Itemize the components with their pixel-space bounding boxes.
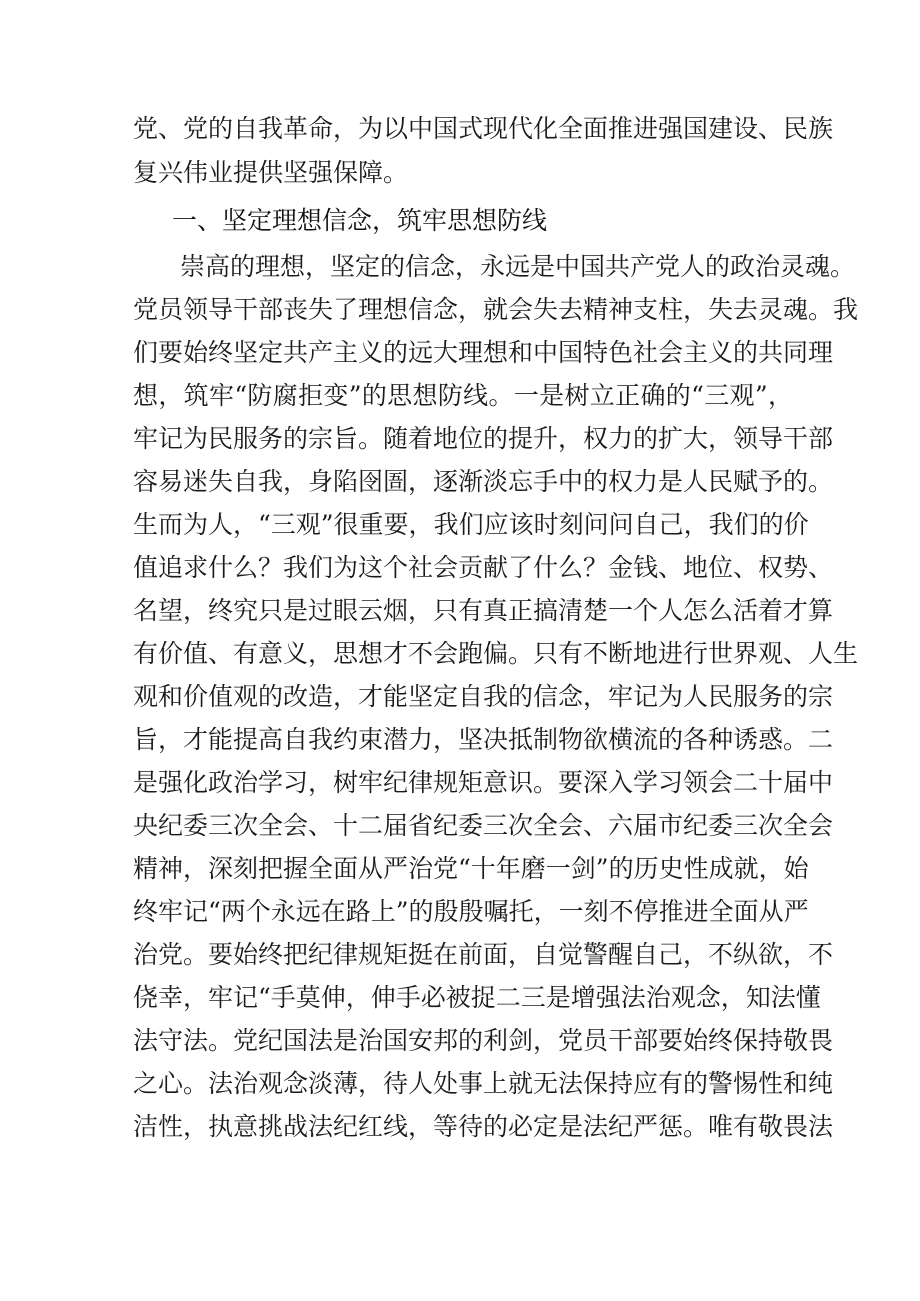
intro-line-1: 党、党的自我革命，为以中国式现代化全面推进强国建设、民族 xyxy=(133,114,834,143)
body-line: 是强化政治学习，树牢纪律规矩意识。要深入学习领会二十届中 xyxy=(133,768,834,797)
body-line: 之心。法治观念淡薄，待人处事上就无法保持应有的警惕性和纯 xyxy=(133,1069,834,1098)
body-line: 党员领导干部丧失了理想信念，就会失去精神支柱，失去灵魂。我 xyxy=(133,295,859,324)
body-line: 名望，终究只是过眼云烟，只有真正搞清楚一个人怎么活着才算 xyxy=(133,596,834,625)
body-line: 洁性，执意挑战法纪红线，等待的必定是法纪严惩。唯有敬畏法 xyxy=(133,1112,834,1141)
body-line: 法守法。党纪国法是治国安邦的利剑，党员干部要始终保持敬畏 xyxy=(133,1026,834,1055)
body-line: 侥幸，牢记“手莫伸，伸手必被捉二三是增强法治观念，知法懂 xyxy=(133,983,821,1012)
body-line: 央纪委三次全会、十二届省纪委三次全会、六届市纪委三次全会 xyxy=(133,811,834,840)
body-line: 想，筑牢“防腐拒变”的思想防线。一是树立正确的“三观”， xyxy=(133,381,793,410)
body-line: 观和价值观的改造，才能坚定自我的信念，牢记为人民服务的宗 xyxy=(133,682,834,711)
body-line: 有价值、有意义，思想才不会跑偏。只有不断地进行世界观、人生 xyxy=(133,639,859,668)
body-line: 终牢记“两个永远在路上”的殷殷嘱托，一刻不停推进全面从严 xyxy=(133,897,809,926)
body-line: 崇高的理想，坚定的信念，永远是中国共产党人的政治灵魂。 xyxy=(180,252,856,281)
body-line: 旨，才能提高自我约束潜力，坚决抵制物欲横流的各种诱惑。二 xyxy=(133,725,834,754)
body-line: 精神，深刻把握全面从严治党“十年磨一剑”的历史性成就，始 xyxy=(133,854,809,883)
section-heading: 一、坚定理想信念，筑牢思想防线 xyxy=(172,206,548,235)
body-line: 容易迷失自我，身陷囹圄，逐渐淡忘手中的权力是人民赋予的。 xyxy=(133,467,834,496)
intro-line-2: 复兴伟业提供坚强保障。 xyxy=(133,158,409,187)
body-line: 值追求什么？我们为这个社会贡献了什么？金钱、地位、权势、 xyxy=(133,553,834,582)
body-line: 们要始终坚定共产主义的远大理想和中国特色社会主义的共同理 xyxy=(133,338,834,367)
body-line: 治党。要始终把纪律规矩挺在前面，自觉警醒自己，不纵欲，不 xyxy=(133,940,834,969)
body-line: 生而为人，“三观”很重要，我们应该时刻问问自己，我们的价 xyxy=(133,510,809,539)
body-line: 牢记为民服务的宗旨。随着地位的提升，权力的扩大，领导干部 xyxy=(133,424,834,453)
